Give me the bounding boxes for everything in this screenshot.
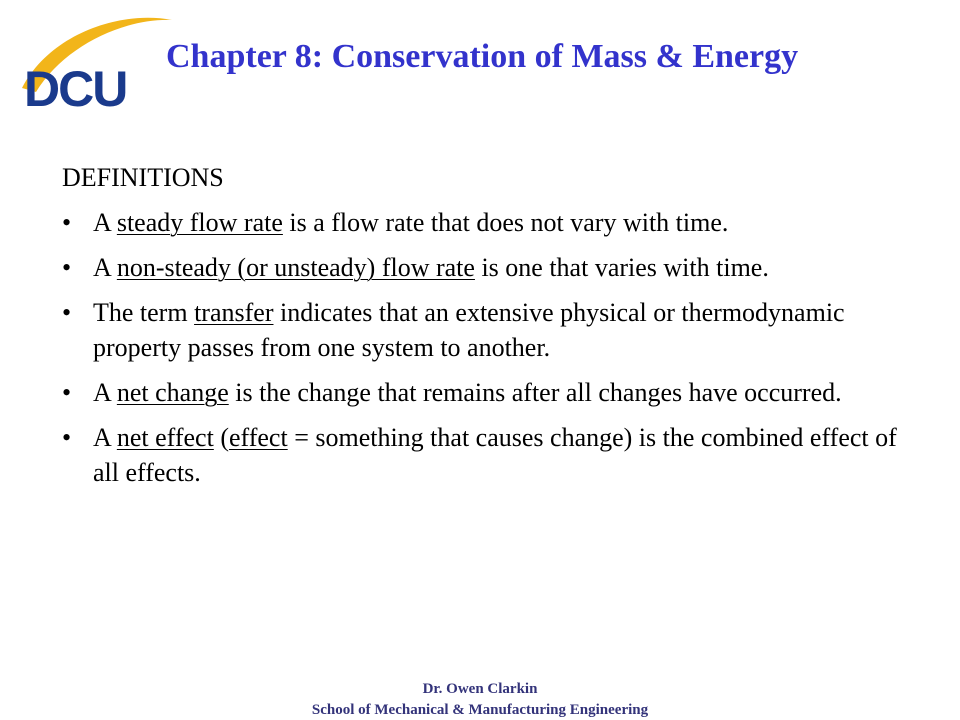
defined-term: effect: [228, 423, 288, 452]
dcu-logo: [12, 6, 190, 124]
definition-text: = something that causes change) is the combined effect of all effects.: [93, 423, 897, 487]
bullet-marker: •: [62, 378, 72, 407]
defined-term: transfer: [194, 298, 274, 327]
definition-item: [62, 205, 922, 240]
bullet-marker: •: [62, 253, 72, 282]
definition-text: is the change that remains after all changes have occurred.: [228, 378, 842, 407]
svg-text:DCU: DCU: [24, 61, 127, 117]
definition-list: [62, 205, 922, 490]
definition-item: [62, 250, 922, 285]
definition-text: A: [93, 208, 117, 237]
bullet-marker: •: [62, 208, 72, 237]
definition-text: A: [93, 378, 117, 407]
defined-term: steady flow rate: [116, 208, 283, 237]
bullet-marker: •: [62, 298, 72, 327]
footer-author: Dr. Owen Clarkin: [422, 681, 538, 697]
defined-term: net change: [116, 378, 229, 407]
definition-item: [62, 375, 922, 410]
definition-text: The term: [93, 298, 195, 327]
dcu-logo-graphic: [12, 6, 190, 124]
defined-term: non-steady (or unsteady) flow rate: [116, 253, 475, 282]
defined-term: net effect: [116, 423, 214, 452]
slide-title: Chapter 8: Conservation of Mass & Energy: [166, 38, 799, 75]
definition-text: A: [93, 253, 117, 282]
slide-body: [62, 160, 922, 500]
definition-text: is one that varies with time.: [474, 253, 769, 282]
footer-school: School of Mechanical & Manufacturing Engineering: [311, 702, 649, 718]
definition-text: A: [93, 423, 117, 452]
definition-item: [62, 295, 922, 365]
definition-item: [62, 420, 922, 490]
bullet-marker: •: [62, 423, 72, 452]
definition-text: (: [213, 423, 229, 452]
definition-text: is a flow rate that does not vary with time.: [282, 208, 729, 237]
definition-text: indicates that an extensive physical or thermodynamic property passes from one system to another.: [93, 298, 845, 362]
section-heading: DEFINITIONS: [62, 163, 224, 192]
